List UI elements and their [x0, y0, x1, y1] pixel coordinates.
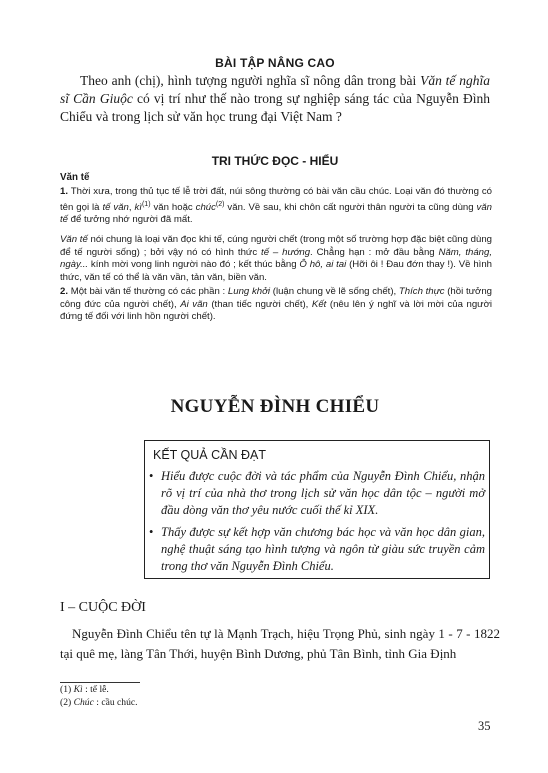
section-body-text: Nguyễn Đình Chiểu tên tự là Mạnh Trạch, hiệu Trọng Phủ, sinh ngày 1 - 7 - 1822 tại quê mẹ, làng Tân Thới, huyện Bình Dương, phủ Tân Bình, tỉnh Gia Định [60, 626, 500, 661]
footnote-2 [60, 697, 138, 708]
exercise-body [60, 72, 490, 126]
footnote-number: (1) [60, 684, 74, 695]
page-number: 35 [478, 719, 491, 733]
footnote-ref-1: (1) [141, 200, 151, 208]
p3-text-b: (luận chung về lẽ sống chết), [270, 286, 399, 297]
p2-term-nam-thang: Năm, tháng, ngày... [60, 246, 492, 271]
exercise-work-title: Văn tế nghĩa sĩ Cần Giuộc [60, 73, 490, 106]
p2-text-a: nói chung là loại văn đọc khi tế, cúng người chết (trong một số trường hợp đặc biệt cũng dùng để tế người sống) ; bởi vậy nó có hình thức [60, 234, 492, 258]
p2-text-d: (Hỡi ôi ! Đau đớn thay !). Về hình thức, văn tế có thể là văn vần, tản văn, biền văn. [60, 259, 493, 283]
p1-term-van-te: văn tế [60, 201, 492, 226]
p1-term-te-van: tế văn [102, 201, 129, 213]
knowledge-title: TRI THỨC ĐỌC - HIỂU [211, 154, 339, 168]
p3-text-a: Một bài văn tế thường có các phần : [68, 286, 228, 297]
learning-outcomes-title: KẾT QUẢ CẦN ĐẠT [153, 448, 266, 462]
bullet-icon: • [149, 469, 154, 483]
outcome-text: Thấy được sự kết hợp văn chương bác học và văn học dân gian, nghệ thuật sáng tạo hình tượng và ngôn từ giàu sức truyền cảm trong thơ văn Nguyễn Đình Chiểu. [161, 525, 485, 573]
p3-number: 2. [60, 286, 69, 297]
p1-text-d: để tưởng nhớ người đã mất. [68, 214, 193, 226]
p1-text-b: văn hoặc [150, 201, 196, 213]
p3-text-d: (than tiếc người chết), [207, 298, 312, 310]
exercise-text-b: có vị trí như thế nào trong sự nghiệp sáng tác của Nguyễn Đình Chiểu và trong lịch sử văn học trung đại Việt Nam ? [60, 91, 490, 124]
knowledge-paragraph-1 [60, 186, 492, 227]
section-body [60, 624, 500, 664]
p3-term-thich-thuc: Thích thực [398, 286, 445, 297]
p3-term-ai-van: Ai vãn [180, 298, 208, 310]
p3-term-lung-khoi: Lung khởi [227, 286, 271, 297]
footnote-divider [60, 682, 140, 683]
outcome-item [149, 468, 485, 519]
p2-text-b: . Chẳng hạn : mở đầu bằng [310, 246, 439, 258]
p3-term-ket: Kết [311, 298, 327, 310]
knowledge-paragraph-3 [60, 286, 492, 324]
p1-term-chuc: chúc [195, 201, 216, 213]
exercise-title: BÀI TẬP NÂNG CAO [215, 56, 335, 70]
knowledge-heading: Văn tế [60, 172, 90, 183]
footnote-term: Chúc [73, 697, 94, 708]
p2-text-c: kính mời vong linh người nào đó ; kết thúc bằng [88, 259, 300, 271]
footnote-term: Kì [73, 684, 83, 695]
learning-outcomes-box [144, 440, 490, 579]
footnote-1 [60, 684, 109, 695]
p1-text-c: văn. Về sau, khi chôn cất người thân người ta cũng dùng [224, 201, 477, 213]
p2-term-van-te: Văn tế [60, 234, 88, 245]
p1-number: 1. [60, 186, 69, 197]
p3-text-c: (hồi tưởng công đức của người chết), [60, 286, 492, 310]
p1-text-a: Thời xưa, trong thủ tục tế lễ trời đất, núi sông thường có bài văn cầu chúc. Loại văn đó thường có tên gọi là [60, 186, 492, 213]
p1-comma: , [128, 201, 135, 213]
lesson-title: NGUYỄN ĐÌNH CHIỂU [170, 396, 380, 417]
knowledge-paragraph-2 [60, 234, 492, 284]
p2-term-te-huong: tế – hướng [261, 246, 311, 258]
bullet-icon: • [149, 525, 154, 539]
footnote-number: (2) [60, 697, 74, 708]
footnote-ref-2: (2) [215, 200, 225, 208]
footnote-definition: : tế lễ. [82, 684, 109, 695]
outcome-item [149, 524, 485, 575]
section-heading: I – CUỘC ĐỜI [60, 600, 146, 615]
exercise-text-a: Theo anh (chị), hình tượng người nghĩa sĩ nông dân trong bài [80, 73, 421, 88]
outcome-text: Hiểu được cuộc đời và tác phẩm của Nguyễn Đình Chiểu, nhận rõ vị trí của nhà thơ trong lịch sử văn học dân tộc – người mở đầu dòng văn thơ yêu nước cuối thế kỉ XIX. [161, 469, 485, 517]
p2-term-o-ho: Ô hô, ai tai [299, 259, 347, 271]
p1-term-ki: kì [134, 201, 142, 213]
footnote-definition: : cầu chúc. [93, 697, 138, 708]
p3-text-e: (nêu lên ý nghĩ và lời mời của người đứng tế đối với linh hồn người chết). [60, 298, 492, 323]
